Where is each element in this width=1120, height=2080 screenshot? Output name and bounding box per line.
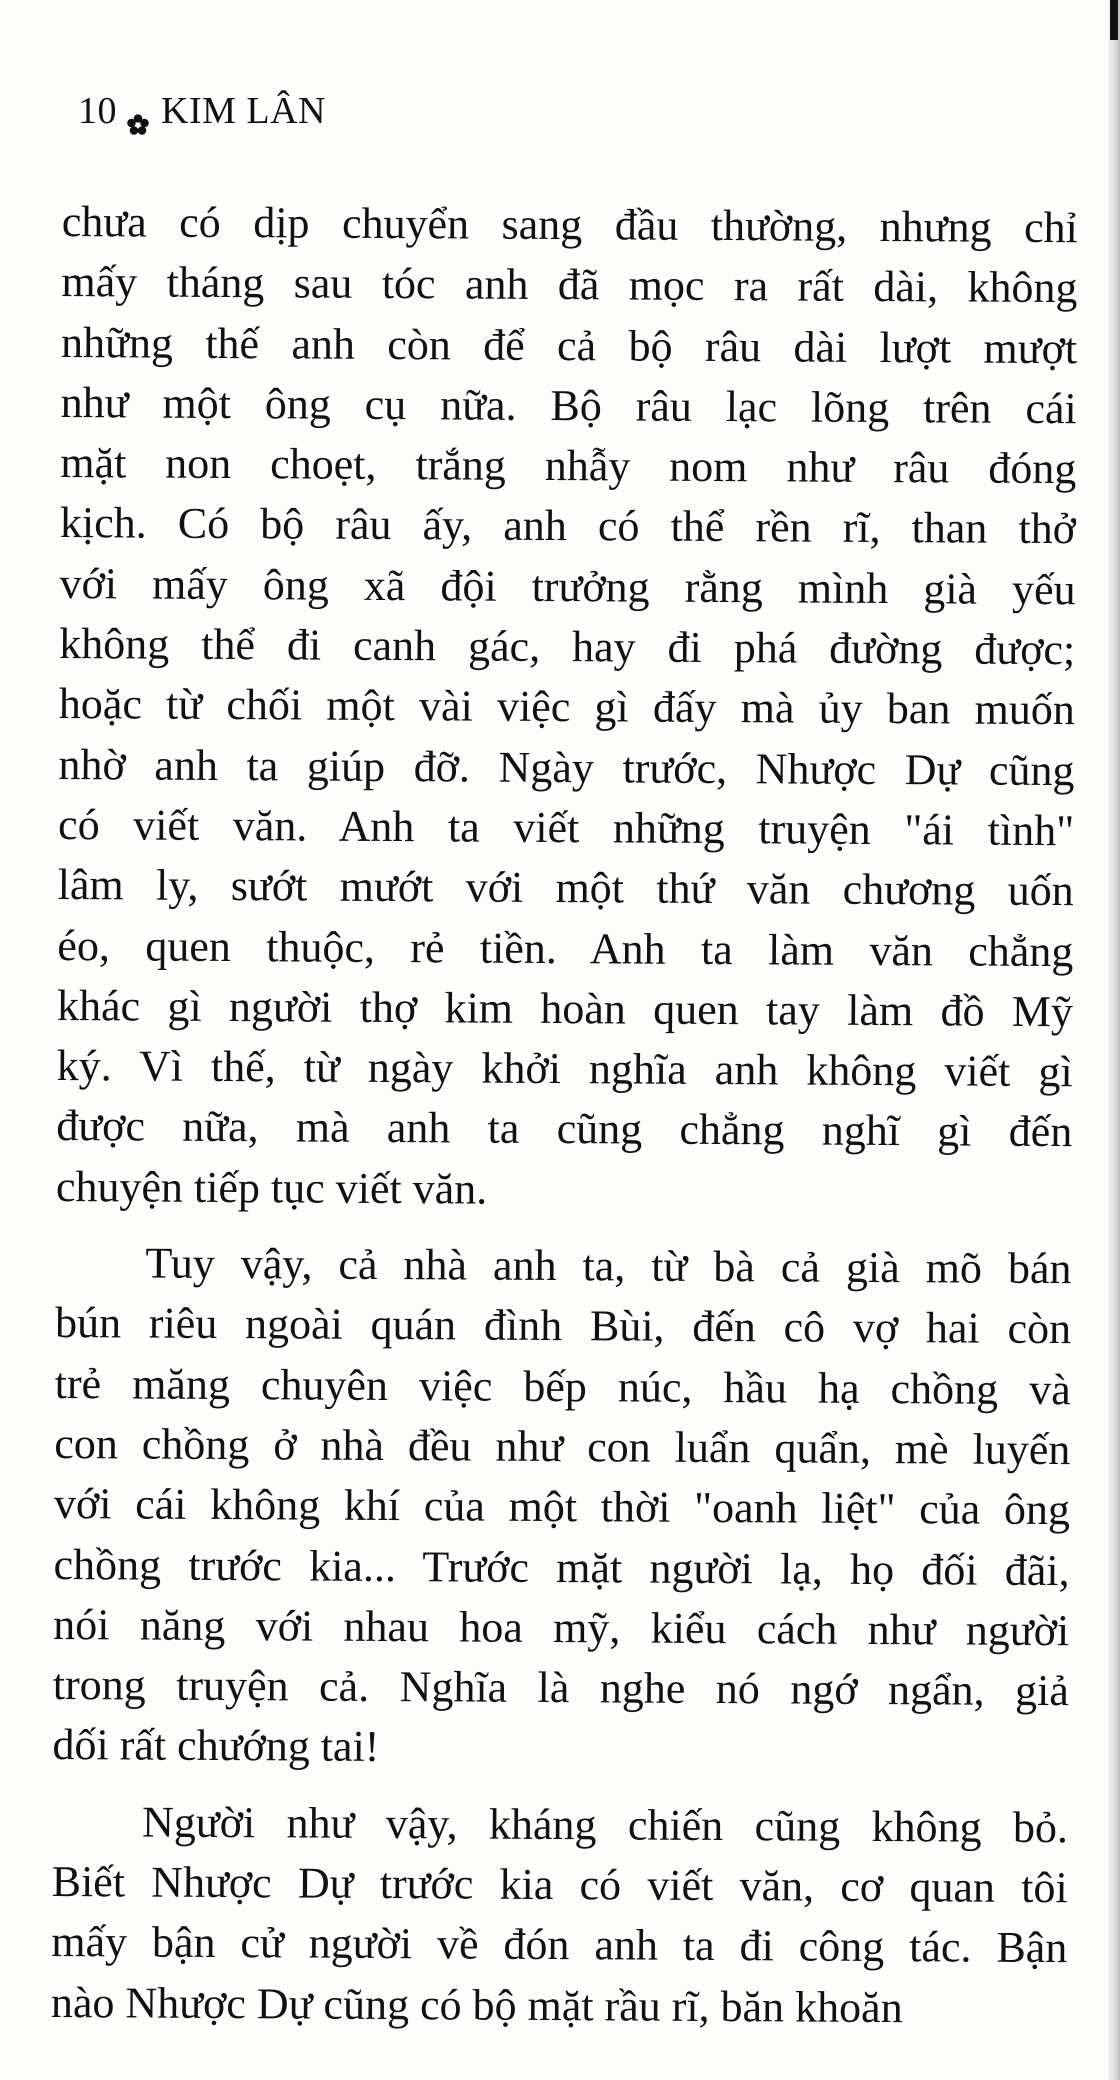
text-line: chưa có dịp chuyển sang đầu thường, nhưng chỉ — [61, 196, 1078, 253]
text-line: nói năng với nhau hoa mỹ, kiểu cách như người — [53, 1599, 1070, 1656]
text-line: mấy bận cử người về đón anh ta đi công tác. Bận — [51, 1917, 1068, 1973]
flower-ornament-icon — [127, 101, 149, 123]
text-line: bún riêu ngoài quán đình Bùi, đến cô vợ hai còn — [54, 1298, 1072, 1354]
text-line: không thể đi canh gác, hay đi phá đường được; — [59, 619, 1076, 675]
text-line: được nữa, mà anh ta cũng chẳng nghĩ gì đến — [56, 1101, 1073, 1157]
page-edge-mark — [1110, 0, 1118, 40]
running-head — [78, 88, 326, 134]
text-line: nào Nhược Dự cũng có bộ mặt rầu rĩ, băn khoăn — [50, 1977, 903, 2032]
text-line: chồng trước kia... Trước mặt người lạ, họ đối đãi, — [53, 1539, 1070, 1595]
text-line: trẻ măng chuyên việc bếp núc, hầu hạ chồng và — [54, 1358, 1071, 1414]
text-line: những thế anh còn để cả bộ râu dài lượt mượt — [60, 317, 1078, 373]
paragraph — [51, 1792, 1068, 2039]
text-line: với mấy ông xã đội trưởng rằng mình già yếu — [59, 558, 1076, 614]
paragraph — [56, 192, 1078, 1223]
text-line: Biết Nhược Dự trước kia có viết văn, cơ quan tôi — [51, 1856, 1068, 1913]
text-line: trong truyện cả. Nghĩa là nghe nó ngớ ngẩn, giả — [52, 1660, 1070, 1716]
author-name: KIM LÂN — [161, 90, 326, 132]
paragraph — [52, 1233, 1071, 1782]
text-line: ký. Vì thế, từ ngày khởi nghĩa anh không viết gì — [56, 1041, 1073, 1097]
text-line: khác gì người thợ kim hoàn quen tay làm đồ Mỹ — [56, 980, 1074, 1037]
text-line: có viết văn. Anh ta viết những truyện "ái tình" — [57, 799, 1075, 856]
text-line: chuyện tiếp tục viết văn. — [55, 1161, 488, 1214]
text-line: mấy tháng sau tóc anh đã mọc ra rất dài, không — [61, 257, 1078, 313]
text-line: lâm ly, sướt mướt với một thứ văn chương uốn — [57, 860, 1074, 916]
text-line: như một ông cụ nữa. Bộ râu lạc lõng trên cái — [60, 377, 1077, 434]
text-line: éo, quen thuộc, rẻ tiền. Anh ta làm văn chẳng — [57, 920, 1074, 976]
text-line: Tuy vậy, cả nhà anh ta, từ bà cả già mõ bán — [145, 1238, 1072, 1294]
text-line: dối rất chướng tai! — [52, 1720, 380, 1772]
body-text — [51, 192, 1078, 2039]
text-line: nhờ anh ta giúp đỡ. Ngày trước, Nhược Dự cũng — [58, 739, 1075, 795]
text-line: Người như vậy, kháng chiến cũng không bỏ. — [141, 1797, 1069, 1852]
text-line: kịch. Có bộ râu ấy, anh có thể rền rĩ, than thở — [59, 498, 1077, 554]
text-line: hoặc từ chối một vài việc gì đấy mà ủy ban muốn — [58, 679, 1076, 735]
text-line: với cái không khí của một thời "oanh liệt" của ông — [53, 1479, 1071, 1535]
text-line: con chồng ở nhà đều như con luẩn quẩn, mè luyến — [54, 1418, 1071, 1475]
page-number: 10 — [78, 90, 117, 132]
page-edge-shadow — [1108, 0, 1120, 2080]
text-line: mặt non choẹt, trắng nhẫy nom như râu đóng — [60, 438, 1077, 494]
